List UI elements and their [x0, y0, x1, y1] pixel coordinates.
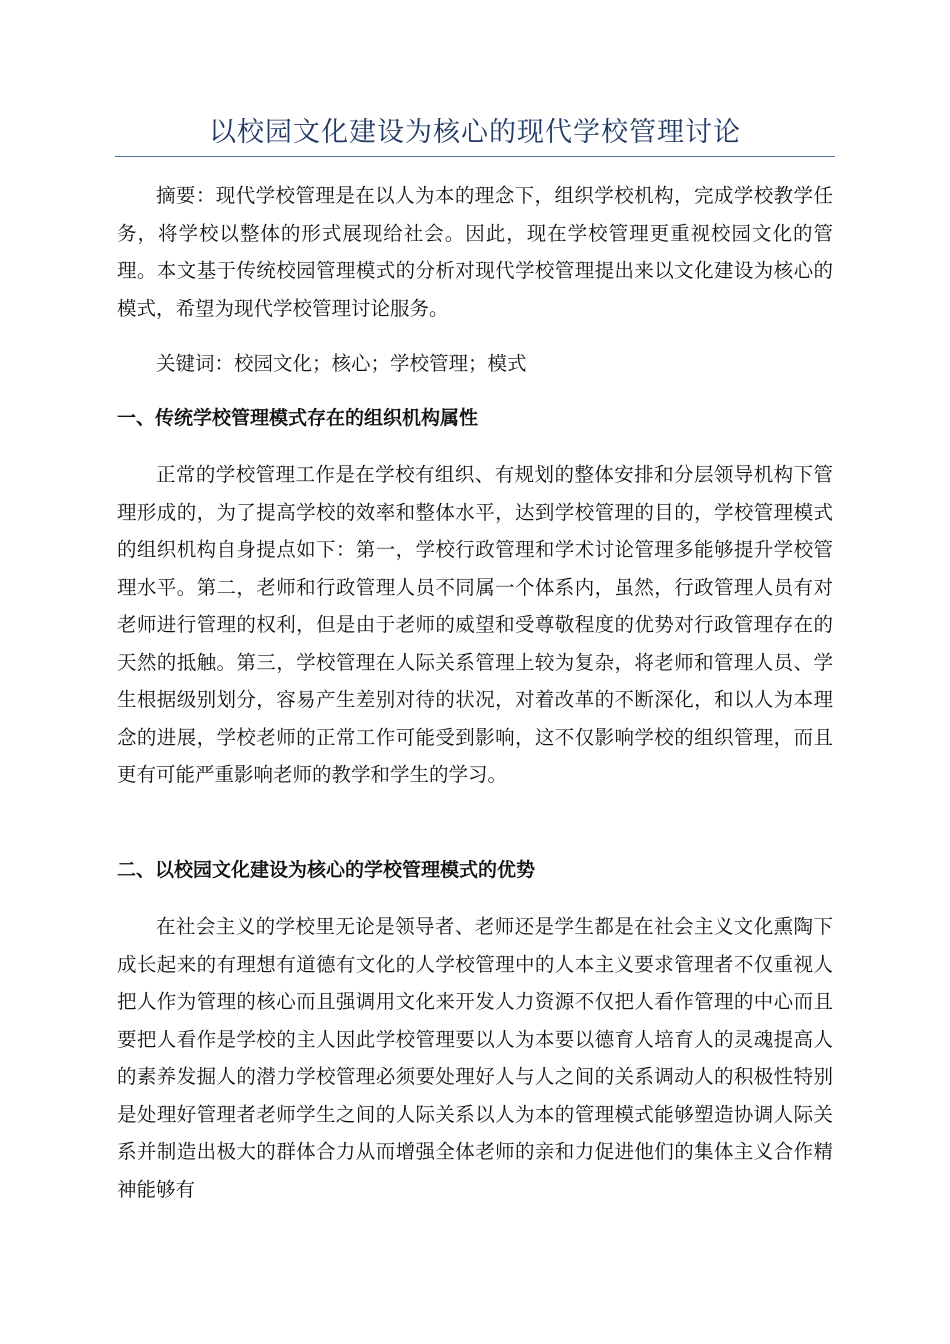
abstract-paragraph: 摘要：现代学校管理是在以人为本的理念下，组织学校机构，完成学校教学任务，将学校以整体的形式展现给社会。因此，现在学校管理更重视校园文化的管理。本文基于传统校园管理模式的分析对现代学校管理提出来以文化建设为核心的模式，希望为现代学校管理讨论服务。: [117, 184, 833, 320]
page-title: 以校园文化建设为核心的现代学校管理讨论: [209, 117, 741, 148]
section-2-paragraph: 在社会主义的学校里无论是领导者、老师还是学生都是在社会主义文化熏陶下成长起来的有理想有道德有文化的人学校管理中的人本主义要求管理者不仅重视人把人作为管理的核心而且强调用文化来开发人力资源不仅把人看作管理的中心而且要把人看作是学校的主人因此学校管理要以人为本要以德育人培育人的灵魂提高人的素养发掘人的潜力学校管理必须要处理好人与人之间的关系调动人的积极性特别是处理好管理者老师学生之间的人际关系以人为本的管理模式能够塑造协调人际关系并制造出极大的群体合力从而增强全体老师的亲和力促进他们的集体主义合作精神能够有: [117, 915, 833, 1201]
section-1-paragraph: 正常的学校管理工作是在学校有组织、有规划的整体安排和分层领导机构下管理形成的，为了提高学校的效率和整体水平，达到学校管理的目的，学校管理模式的组织机构自身提点如下：第一，学校行政管理和学术讨论管理多能够提升学校管理水平。第二，老师和行政管理人员不同属一个体系内，虽然，行政管理人员有对老师进行管理的权利，但是由于老师的威望和受尊敬程度的优势对行政管理存在的天然的抵触。第三，学校管理在人际关系管理上较为复杂，将老师和管理人员、学生根据级别划分，容易产生差别对待的状况，对着改革的不断深化，和以人为本理念的进展，学校老师的正常工作可能受到影响，这不仅影响学校的组织管理，而且更有可能严重影响老师的教学和学生的学习。: [117, 463, 833, 786]
title-block: [115, 110, 835, 157]
section-2-heading: 二、以校园文化建设为核心的学校管理模式的优势: [117, 859, 536, 881]
keywords-line: 关键词：校园文化；核心；学校管理；模式: [156, 352, 527, 375]
section-1-heading: 一、传统学校管理模式存在的组织机构属性: [117, 407, 479, 429]
